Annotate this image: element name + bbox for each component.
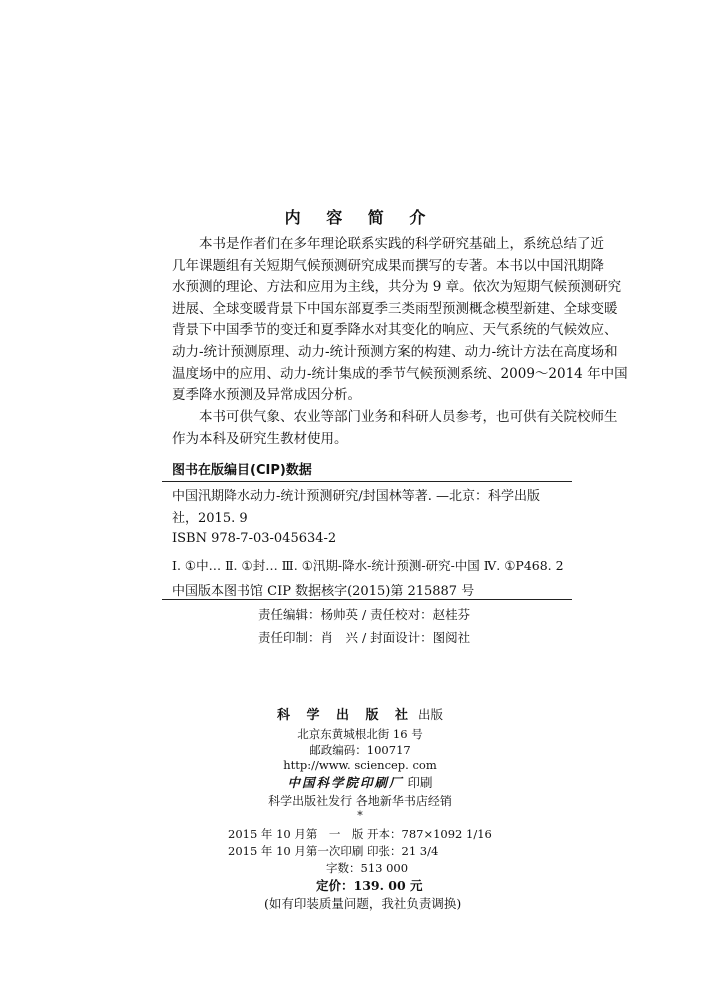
- publisher-suffix: 出版: [418, 707, 444, 722]
- cip-isbn: ISBN 978-7-03-045634-2: [172, 531, 337, 546]
- word-count: 字数：513 000: [326, 861, 409, 875]
- separator: *: [357, 809, 363, 822]
- intro-paragraph-1: [172, 234, 628, 407]
- intro-line: 作为本科及研究生教材使用。: [172, 430, 348, 447]
- page-title: 内 容 简 介: [284, 208, 436, 227]
- intro-line: 动力-统计预测原理、动力-统计预测方案的构建、动力-统计方法在高度场和: [172, 343, 618, 360]
- intro-line: 本书可供气象、农业等部门业务和科研人员参考，也可供有关院校师生: [199, 409, 618, 425]
- intro-line: 进展、全球变暖背景下中国东部夏季三类雨型预测概念模型新建、全球变暖: [172, 300, 618, 317]
- intro-line: 夏季降水预测及异常成因分析。: [172, 387, 361, 404]
- publisher-postcode: 邮政编码：100717: [309, 743, 411, 757]
- intro-line: 温度场中的应用、动力-统计集成的季节气候预测系统、2009～2014 年中国: [172, 365, 628, 382]
- intro-line: 水预测的理论、方法和应用为主线，共分为 9 章。依次为短期气候预测研究: [172, 279, 622, 296]
- publisher-address: 北京东黄城根北街 16 号: [297, 727, 423, 741]
- intro-line: 背景下中国季节的变迁和夏季降水对其变化的响应、天气系统的气候效应、: [172, 322, 618, 339]
- cip-entry-line: 中国汛期降水动力-统计预测研究/封国林等著. —北京：科学出版: [172, 489, 541, 504]
- intro-line: 本书是作者们在多年理论联系实践的科学研究基础上，系统总结了近: [199, 236, 604, 252]
- intro-line: 几年课题组有关短期气候预测研究成果而撰写的专著。本书以中国汛期降: [172, 257, 604, 274]
- credits-editor-proofreader: 责任编辑：杨帅英 / 责任校对：赵桂芬: [258, 607, 471, 622]
- publisher-website: http://www. sciencep. com: [283, 758, 437, 772]
- printing: 2015 年 10 月第一次印刷 印张：21 3/4: [228, 844, 439, 858]
- cip-entry-line: 社，2015. 9: [172, 511, 248, 526]
- cip-number: 中国版本图书馆 CIP 数据核字(2015)第 215887 号: [172, 584, 475, 599]
- credits-printing-cover: 责任印制：肖 兴 / 封面设计：图阅社: [258, 630, 471, 645]
- printer-name-logo: 中国科学院印刷厂: [287, 775, 404, 790]
- cip-heading: 图书在版编目(CIP)数据: [172, 463, 312, 478]
- publisher-line: [0, 704, 720, 723]
- cip-classification: Ⅰ. ①中… Ⅱ. ①封… Ⅲ. ①汛期-降水-统计预测-研究-中国 Ⅳ. ①P468. 2: [172, 558, 564, 573]
- cip-entry: [172, 486, 572, 530]
- divider: [162, 599, 572, 600]
- distribution: 科学出版社发行 各地新华书店经销: [268, 794, 452, 808]
- quality-notice: (如有印装质量问题，我社负责调换): [264, 896, 462, 911]
- publisher-name-logo: 科 学 出 版 社: [276, 708, 415, 723]
- intro-paragraph-2: [172, 407, 618, 450]
- edition: 2015 年 10 月第 一 版 开本：787×1092 1/16: [228, 827, 492, 841]
- price: 定价：139. 00 元: [316, 878, 423, 893]
- printer-suffix: 印刷: [407, 775, 433, 790]
- printer-line: [0, 773, 720, 791]
- divider: [162, 481, 572, 482]
